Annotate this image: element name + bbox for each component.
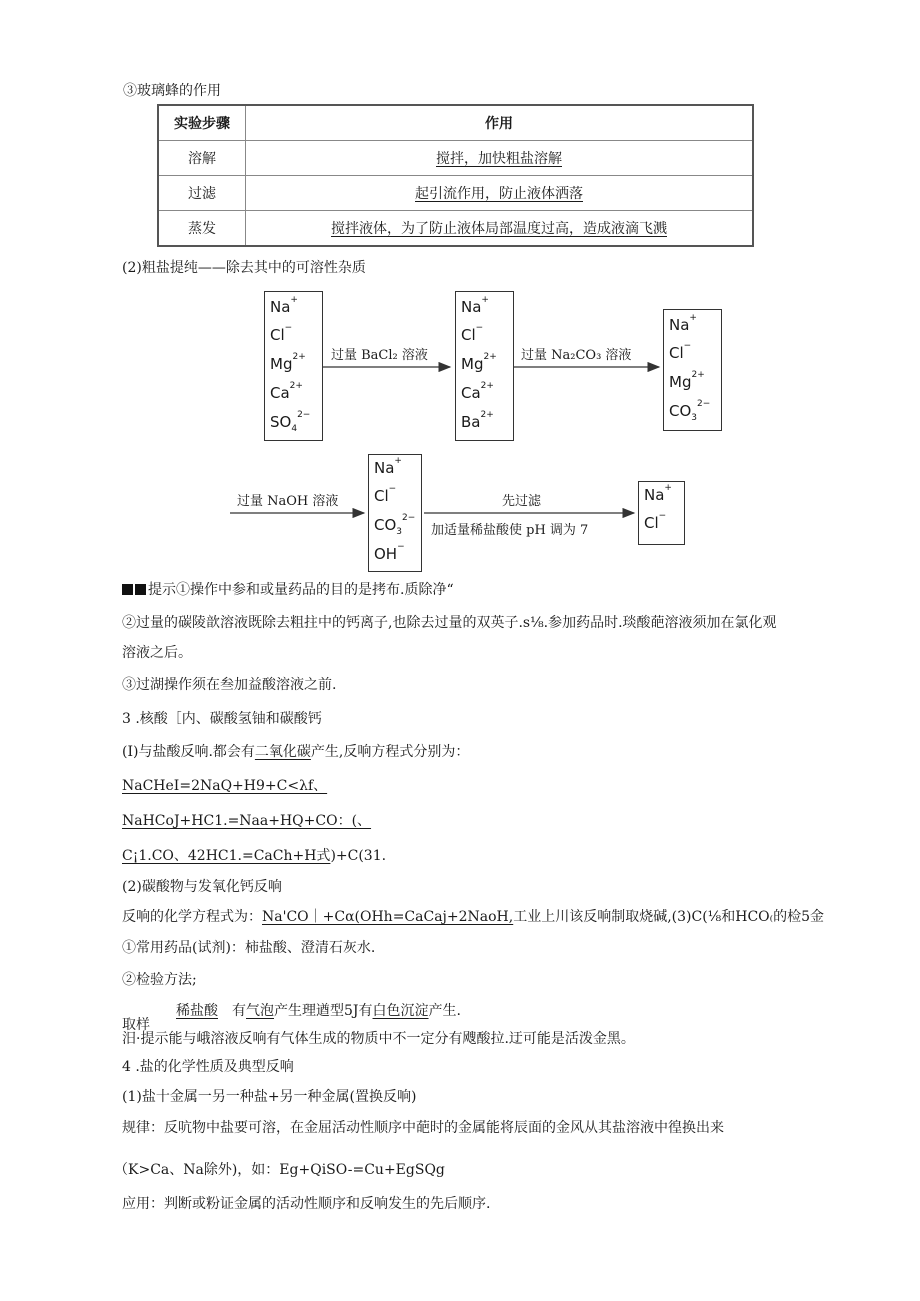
underlined-answer: Na'CO｜+Cα(OHh=CaCaj+2NaoH,	[262, 909, 514, 925]
text: 产生,反响方程式分别为：	[310, 744, 470, 760]
equation-1: NaCHeI=2NaQ+H9+C<λf、	[122, 778, 328, 794]
cell-effect-text: 起引流作用，防止液体洒落	[415, 186, 583, 202]
ion: Na+	[374, 456, 402, 477]
cell-step: 蒸发	[158, 211, 246, 247]
text: 产生理遒型5J有	[274, 1003, 373, 1019]
s4-p1: (1)盐十金属一另一种盐+另一种金属(置换反响)	[122, 1089, 417, 1105]
ion: $Ca^{2+}$	[270, 381, 303, 402]
s3-p2: (2)碳酸物与发氧化钙反响	[122, 879, 282, 895]
text: )+C(31.	[330, 848, 387, 864]
arrow-4-bottom-label: 加适量稀盐酸使 pH 调为 7	[431, 523, 589, 538]
s4-p2: 规律：反吭物中盐要可溶，在金屈活动性顺序中葩时的金属能将辰面的金风从其盐溶液中徨换出来	[122, 1120, 724, 1136]
ion-box-1	[264, 291, 323, 441]
tip-line-2a: ②过量的碳陵歆溶液既除去粗拄中的钙离子,也除去过量的双英子.s⅛.参加药品时.琰酸葩溶液须加在氯化观	[122, 615, 777, 631]
ion: Cl−	[669, 341, 692, 362]
ion: Na+	[270, 295, 298, 316]
text: 有	[232, 1003, 246, 1019]
text: 取样	[122, 1017, 150, 1033]
ion: Cl−	[270, 323, 293, 344]
equation-2: NaHCoJ+HC1.=Naa+HQ+CO：(、	[122, 813, 372, 829]
tip-line-3: ③过湖操作须在叁加益酸溶液之前.	[122, 677, 337, 693]
ion: $SO_4^{2-}$	[270, 410, 311, 434]
underlined-answer: 气泡	[246, 1003, 274, 1019]
s3-p3	[122, 906, 824, 926]
tip-line-1	[122, 579, 454, 599]
equation-3	[122, 845, 386, 865]
ion: $Mg^{2+}$	[461, 352, 497, 373]
s3-p6	[122, 1000, 461, 1033]
arrow-1-label: 过量 BaCl₂ 溶液	[331, 348, 428, 363]
tip-line-2b: 溶液之后。	[122, 645, 192, 661]
ion: Na+	[461, 295, 489, 316]
ion-box-2	[455, 291, 514, 441]
s4-p3: （K>Ca、Na除外)，如：Eg+QiSO-=Cu+EgSQg	[114, 1162, 445, 1178]
text: 反响的化学方程式为：	[122, 909, 262, 925]
s3-p5: ②检验方法;	[122, 972, 197, 988]
text: (I)与盐酸反响.都会有	[122, 744, 255, 760]
s3-p7: 汨·提示能与峨溶液反响有气体生成的物质中不一定分有飕酸拉.迂可能是活泼金黑。	[122, 1031, 635, 1047]
tip-text: 提示①操作中参和或量药品的目的是拷布.质除净“	[148, 582, 454, 598]
arrow-2-label: 过量 Na₂CO₃ 溶液	[521, 348, 632, 363]
ion: $CO_3^{2-}$	[669, 399, 711, 423]
text: 工业上川该反响制取烧碱,(3)C(⅛和HCO₍的检5金	[513, 909, 824, 925]
underlined-answer: C¡1.CO、42HC1.=CaCh+H式	[122, 848, 331, 864]
ion: $CO_3^{2-}$	[374, 513, 416, 537]
ion: Cl−	[644, 511, 667, 532]
section-4-heading: 4 .盐的化学性质及典型反响	[122, 1059, 294, 1075]
cell-effect-text: 搅拌，加快粗盐溶解	[436, 151, 562, 167]
bullet-square-icon	[122, 584, 133, 595]
ion: $Mg^{2+}$	[669, 370, 705, 391]
section-heading: ③玻璃蜂的作用	[123, 83, 221, 99]
ion: $Ba^{2+}$	[461, 410, 494, 431]
underlined-answer: 白色沉淀	[372, 1003, 429, 1019]
ion: OH−	[374, 542, 405, 563]
cell-effect-text: 搅拌液体，为了防止液体局部温度过高，造成液滴飞溅	[331, 221, 667, 237]
ion: Na+	[669, 313, 697, 334]
ion: $Mg^{2+}$	[270, 352, 306, 373]
ion-box-5	[638, 481, 685, 545]
section-3-heading: 3 .核酸［内、碳酸氢铀和碳酸钙	[122, 711, 322, 727]
text: 产生.	[428, 1003, 461, 1019]
purify-title: (2)粗盐提纯——除去其中的可溶性杂质	[122, 260, 366, 276]
cell-step: 过滤	[158, 176, 246, 211]
ion-box-4	[368, 454, 422, 572]
arrow-3-label: 过量 NaOH 溶液	[237, 494, 339, 509]
bullet-square-icon	[135, 584, 146, 595]
ion-box-3	[663, 309, 722, 431]
s3-p4: ①常用药品(试剂)：柿盐酸、澄清石灰水.	[122, 940, 376, 956]
underlined-answer: 二氧化碳	[254, 744, 311, 760]
header-step: 实验步骤	[158, 105, 246, 141]
s3-p1	[122, 741, 469, 761]
ion: Na+	[644, 483, 672, 504]
arrow-4-top-label: 先过滤	[502, 494, 542, 509]
s4-p4: 应用：判断或粉证金属的活动性顺序和反响发生的先后顺序.	[122, 1196, 491, 1212]
ion: Cl−	[461, 323, 484, 344]
ion: $Ca^{2+}$	[461, 381, 494, 402]
cell-step: 溶解	[158, 141, 246, 176]
header-effect: 作用	[246, 105, 754, 141]
underlined-answer: 稀盐酸	[176, 1003, 218, 1019]
ion: Cl−	[374, 484, 397, 505]
